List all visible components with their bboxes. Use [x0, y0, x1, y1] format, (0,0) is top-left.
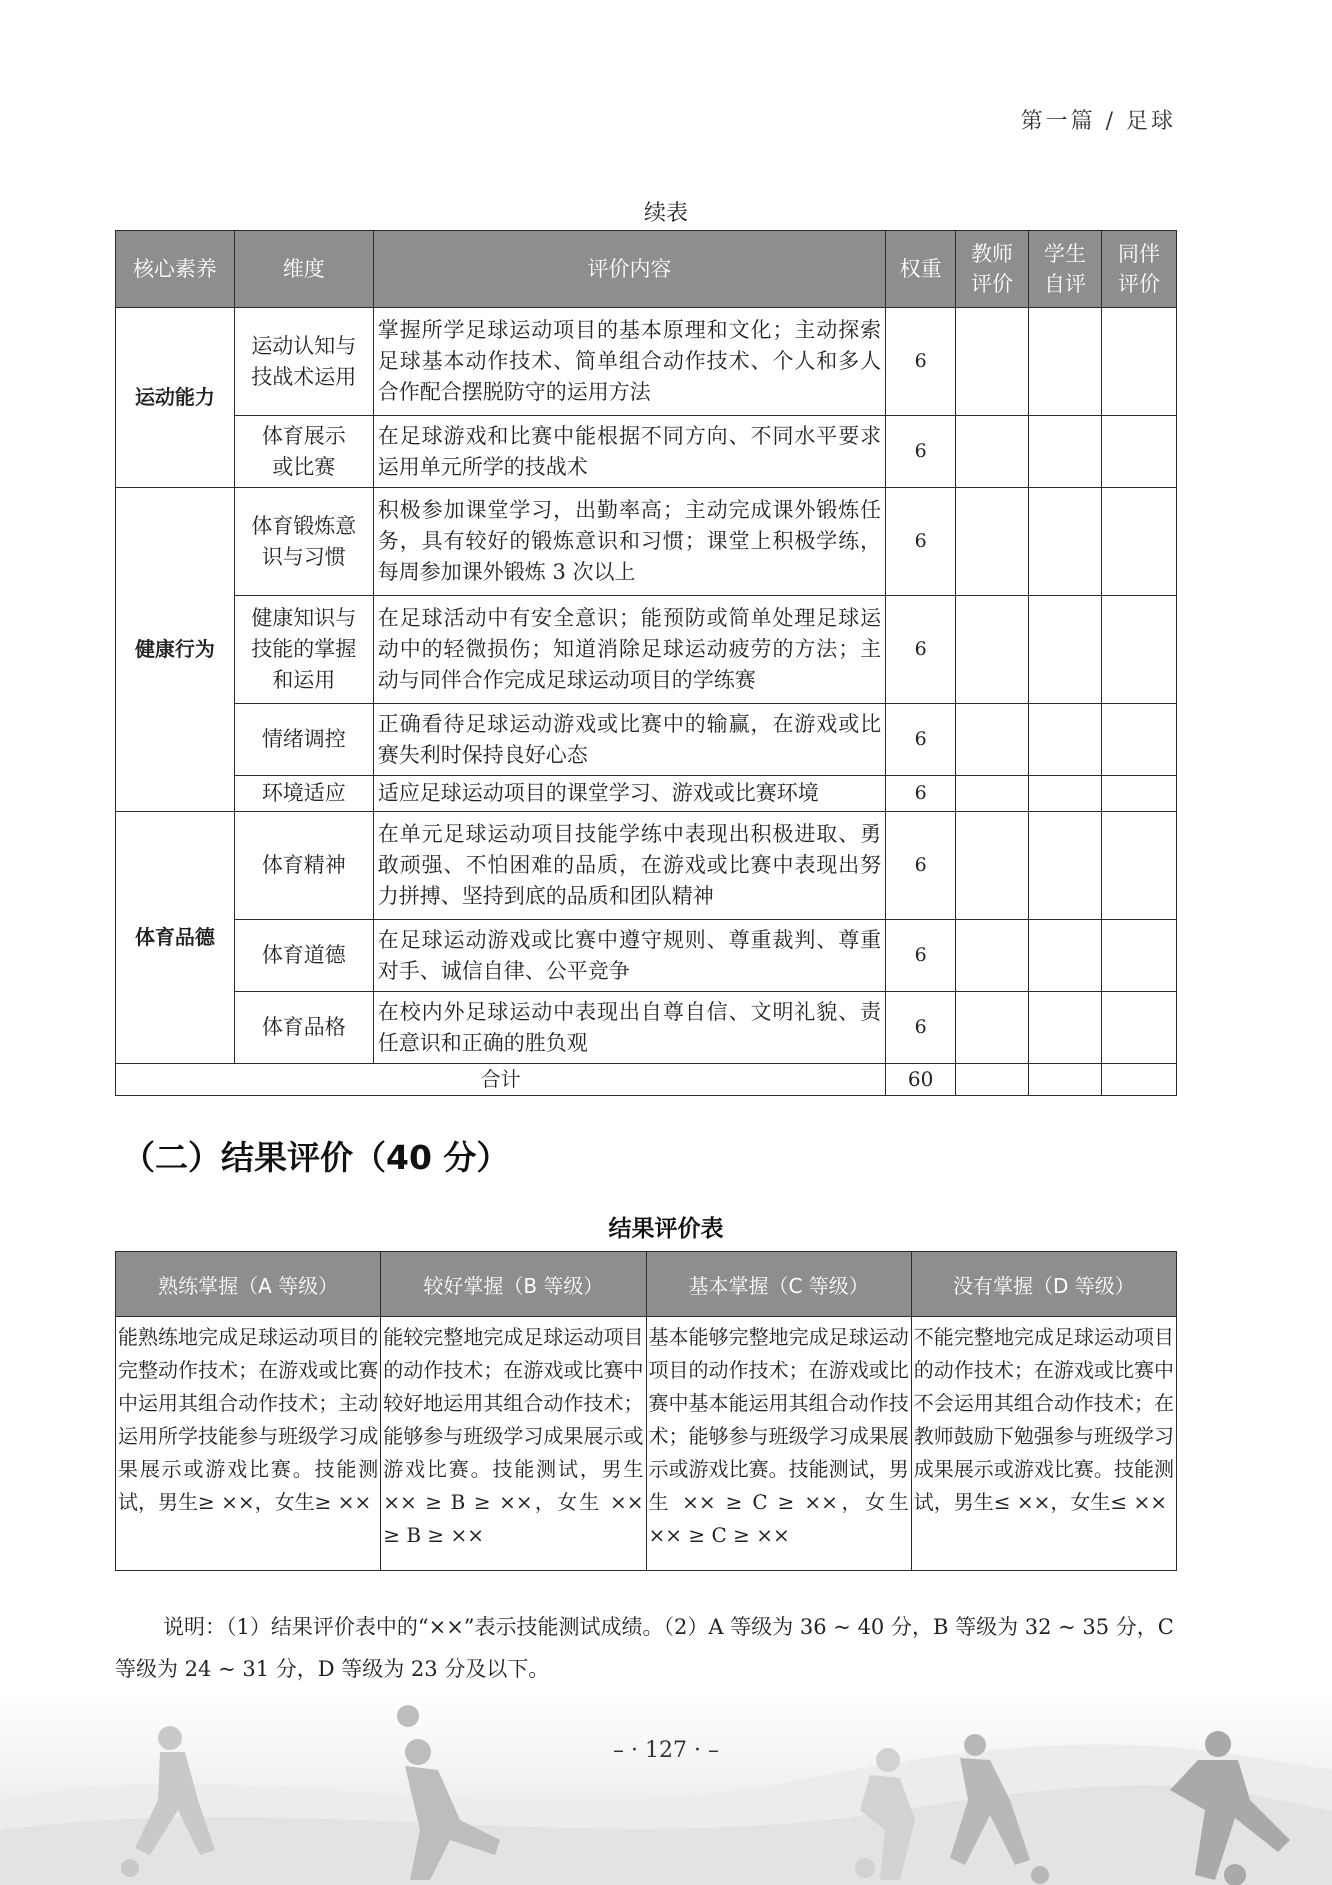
dimension-cell: 健康知识与技能的掌握和运用	[234, 596, 373, 704]
student-eval-cell[interactable]	[1029, 992, 1102, 1064]
weight-cell: 6	[886, 308, 956, 416]
dimension-cell: 运动认知与技战术运用	[234, 308, 373, 416]
student-eval-cell[interactable]	[1029, 776, 1102, 812]
peer-eval-cell[interactable]	[1102, 812, 1177, 920]
content-cell: 在足球游戏和比赛中能根据不同方向、不同水平要求运用单元所学的技战术	[373, 416, 885, 488]
weight-cell: 6	[886, 488, 956, 596]
weight-cell: 6	[886, 704, 956, 776]
process-evaluation-table	[115, 230, 1177, 1096]
table-header-row	[116, 1252, 1177, 1317]
core-cell: 健康行为	[116, 488, 235, 812]
header-dimension: 维度	[234, 231, 373, 308]
grade-d-cell: 不能完整地完成足球运动项目的动作技术；在游戏或比赛中不会运用其组合动作技术；在教师鼓励下勉强参与班级学习成果展示或游戏比赛。技能测试，男生≤ ××，女生≤ ××	[911, 1317, 1176, 1571]
teacher-eval-cell[interactable]	[956, 308, 1029, 416]
table-row	[116, 812, 1177, 920]
peer-eval-cell[interactable]	[1102, 308, 1177, 416]
content-cell: 掌握所学足球运动项目的基本原理和文化；主动探索足球基本动作技术、简单组合动作技术、个人和多人合作配合摆脱防守的运用方法	[373, 308, 885, 416]
student-eval-cell[interactable]	[1029, 1064, 1102, 1096]
result-evaluation-table	[115, 1251, 1177, 1571]
content-cell: 在单元足球运动项目技能学练中表现出积极进取、勇敢顽强、不怕困难的品质，在游戏或比赛中表现出努力拼搏、坚持到底的品质和团队精神	[373, 812, 885, 920]
content-cell: 在足球运动游戏或比赛中遵守规则、尊重裁判、尊重对手、诚信自律、公平竞争	[373, 920, 885, 992]
dimension-cell: 体育展示或比赛	[234, 416, 373, 488]
peer-eval-cell[interactable]	[1102, 704, 1177, 776]
content-cell: 正确看待足球运动游戏或比赛中的输赢，在游戏或比赛失利时保持良好心态	[373, 704, 885, 776]
teacher-eval-cell[interactable]	[956, 776, 1029, 812]
footer-illustration	[0, 1690, 1332, 1885]
grade-c-cell: 基本能够完整地完成足球运动项目的动作技术；在游戏或比赛中基本能运用其组合动作技术；能够参与班级学习成果展示或游戏比赛。技能测试，男生 ×× ≥ C ≥ ××，女生 ×× ≥ C ≥ ××	[646, 1317, 911, 1571]
teacher-eval-cell[interactable]	[956, 812, 1029, 920]
content-cell: 在校内外足球运动中表现出自尊自信、文明礼貌、责任意识和正确的胜负观	[373, 992, 885, 1064]
teacher-eval-cell[interactable]	[956, 416, 1029, 488]
student-eval-cell[interactable]	[1029, 416, 1102, 488]
table-row	[116, 1317, 1177, 1571]
table-caption-continued: 续表	[643, 201, 688, 226]
header-teacher: 教师评价	[956, 231, 1029, 308]
total-weight: 60	[886, 1064, 956, 1096]
dimension-cell: 体育道德	[234, 920, 373, 992]
core-cell: 运动能力	[116, 308, 235, 488]
weight-cell: 6	[886, 920, 956, 992]
running-header: 第一篇 / 足球	[1020, 109, 1176, 134]
core-cell: 体育品德	[116, 812, 235, 1064]
note-text: 说明：（1）结果评价表中的“××”表示技能测试成绩。（2）A 等级为 36 ~ 40 分，B 等级为 32 ~ 35 分，C 等级为 24 ~ 31 分，D 等级为 23 分及以下。	[115, 1615, 1174, 1681]
peer-eval-cell[interactable]	[1102, 776, 1177, 812]
table-row	[116, 992, 1177, 1064]
student-eval-cell[interactable]	[1029, 704, 1102, 776]
student-eval-cell[interactable]	[1029, 812, 1102, 920]
dimension-cell: 情绪调控	[234, 704, 373, 776]
section-title: （二）结果评价（40 分）	[122, 1138, 510, 1177]
content-cell: 在足球活动中有安全意识；能预防或简单处理足球运动中的轻微损伤；知道消除足球运动疲劳的方法；主动与同伴合作完成足球运动项目的学练赛	[373, 596, 885, 704]
dimension-cell: 环境适应	[234, 776, 373, 812]
teacher-eval-cell[interactable]	[956, 920, 1029, 992]
teacher-eval-cell[interactable]	[956, 488, 1029, 596]
student-eval-cell[interactable]	[1029, 596, 1102, 704]
grade-b-cell: 能较完整地完成足球运动项目的动作技术；在游戏或比赛中较好地运用其组合动作技术；能够参与班级学习成果展示或游戏比赛。技能测试，男生 ×× ≥ B ≥ ××，女生 ×× ≥ B ≥ ××	[381, 1317, 646, 1571]
result-table-caption: 结果评价表	[608, 1216, 724, 1242]
page-number: – · 127 · –	[613, 1738, 719, 1763]
total-row	[116, 1064, 1177, 1096]
table-row	[116, 920, 1177, 992]
content-cell: 适应足球运动项目的课堂学习、游戏或比赛环境	[373, 776, 885, 812]
peer-eval-cell[interactable]	[1102, 596, 1177, 704]
header-grade-a: 熟练掌握（A 等级）	[116, 1252, 381, 1317]
dimension-cell: 体育锻炼意识与习惯	[234, 488, 373, 596]
header-grade-c: 基本掌握（C 等级）	[646, 1252, 911, 1317]
note-paragraph	[115, 1606, 1177, 1690]
content-cell: 积极参加课堂学习，出勤率高；主动完成课外锻炼任务，具有较好的锻炼意识和习惯；课堂上积极学练，每周参加课外锻炼 3 次以上	[373, 488, 885, 596]
student-eval-cell[interactable]	[1029, 920, 1102, 992]
peer-eval-cell[interactable]	[1102, 416, 1177, 488]
table-row	[116, 416, 1177, 488]
grade-a-cell: 能熟练地完成足球运动项目的完整动作技术；在游戏或比赛中运用其组合动作技术；主动运用所学技能参与班级学习成果展示或游戏比赛。技能测试，男生≥ ××，女生≥ ××	[116, 1317, 381, 1571]
table-row	[116, 776, 1177, 812]
header-grade-b: 较好掌握（B 等级）	[381, 1252, 646, 1317]
teacher-eval-cell[interactable]	[956, 992, 1029, 1064]
weight-cell: 6	[886, 596, 956, 704]
header-grade-d: 没有掌握（D 等级）	[911, 1252, 1176, 1317]
weight-cell: 6	[886, 776, 956, 812]
header-student: 学生自评	[1029, 231, 1102, 308]
dimension-cell: 体育精神	[234, 812, 373, 920]
peer-eval-cell[interactable]	[1102, 1064, 1177, 1096]
header-core: 核心素养	[116, 231, 235, 308]
peer-eval-cell[interactable]	[1102, 488, 1177, 596]
table-header-row	[116, 231, 1177, 308]
student-eval-cell[interactable]	[1029, 308, 1102, 416]
weight-cell: 6	[886, 416, 956, 488]
header-peer: 同伴评价	[1102, 231, 1177, 308]
peer-eval-cell[interactable]	[1102, 920, 1177, 992]
table-row	[116, 308, 1177, 416]
teacher-eval-cell[interactable]	[956, 704, 1029, 776]
header-content: 评价内容	[373, 231, 885, 308]
teacher-eval-cell[interactable]	[956, 596, 1029, 704]
student-eval-cell[interactable]	[1029, 488, 1102, 596]
weight-cell: 6	[886, 812, 956, 920]
teacher-eval-cell[interactable]	[956, 1064, 1029, 1096]
peer-eval-cell[interactable]	[1102, 992, 1177, 1064]
dimension-cell: 体育品格	[234, 992, 373, 1064]
total-label: 合计	[116, 1064, 886, 1096]
weight-cell: 6	[886, 992, 956, 1064]
table-row	[116, 488, 1177, 596]
header-weight: 权重	[886, 231, 956, 308]
table-row	[116, 596, 1177, 704]
table-row	[116, 704, 1177, 776]
